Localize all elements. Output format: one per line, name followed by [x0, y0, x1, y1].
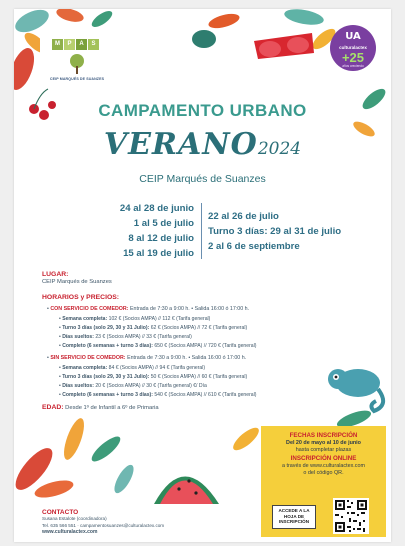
con-comedor-heading: • CON SERVICIO DE COMEDOR: Entrada de 7:30 a 9:00 h. • Salida 16:00 ó 17:00 h. — [47, 306, 250, 312]
price-item: • Turno 3 días (solo 29, 30 y 31 Julio): 50 € (Socios AMPA) // 60 € (Tarifa general) — [59, 374, 248, 380]
price-label: Semana completa: — [62, 316, 108, 322]
fechas-heading: FECHAS INSCRIPCIÓN — [289, 432, 358, 439]
price-item: • Semana completa: 84 € (Socios AMPA) // 94 € (Tarifa general) — [59, 365, 206, 371]
dates-left-list — [62, 201, 194, 261]
online-line[interactable]: a través de www.culturalactex.com — [282, 463, 365, 469]
date-item: 8 al 12 de julio — [128, 233, 194, 244]
tree-icon — [68, 53, 86, 75]
edad-label: EDAD: — [42, 404, 64, 411]
online-heading: INSCRIPCIÓN ONLINE — [290, 455, 357, 462]
sin-comedor-label: SIN SERVICIO DE COMEDOR: — [50, 355, 126, 361]
qr-code-icon[interactable] — [333, 498, 369, 534]
dates-right-list — [208, 209, 358, 254]
price-text: 23 € (Socios AMPA) // 33 € (Tarifa general) — [95, 334, 192, 340]
culturalactex-badge — [330, 25, 376, 71]
price-label: Turno 3 días (solo 29, 30 y 31 Julio): — [62, 325, 150, 331]
watermelon-leaves-illustration — [14, 409, 264, 509]
online-qr-line: o del código QR. — [303, 470, 344, 476]
price-text: 62 € (Socios AMPA) // 72 € (Tarifa general) — [150, 325, 248, 331]
logo-tile: M — [52, 39, 63, 50]
accede-inscripcion-button[interactable]: ACCEDE A LA HOJA DE INSCRIPCIÓN — [272, 505, 316, 529]
fechas-range: Del 20 de mayo al 10 de junio — [286, 440, 361, 446]
horarios-label: HORARIOS y PRECIOS: — [42, 294, 120, 301]
price-label: Días sueltos: — [62, 334, 94, 340]
price-item: • Completo (6 semanas + turno 3 días): 650 € (Socios AMPA) // 720 € (Tarifa general) — [59, 343, 257, 349]
dates-divider — [201, 203, 202, 259]
title-line-2 — [14, 127, 391, 162]
date-item: 15 al 19 de julio — [123, 248, 194, 259]
price-item: • Completo (6 semanas + turno 3 días): 540 € (Socios AMPA) // 610 € (Tarifa general) — [59, 392, 257, 398]
title-verano: VERANO — [103, 127, 258, 162]
price-text: 650 € (Socios AMPA) // 720 € (Tarifa general) — [154, 343, 257, 349]
date-item: 2 al 6 de septiembre — [208, 241, 300, 252]
badge-subtitle: años creciendo — [342, 64, 364, 68]
contact-website-link[interactable]: www.culturalactex.com — [42, 529, 98, 535]
con-comedor-detail: Entrada de 7:30 a 9:00 h. • Salida 16:00 ó 17:00 h. — [130, 306, 250, 312]
chameleon-illustration — [314, 349, 391, 429]
edad-section — [42, 404, 159, 411]
badge-mark: UA — [345, 31, 361, 42]
subtitle: CEIP Marqués de Suanzes — [139, 173, 266, 185]
contact-section — [42, 509, 164, 535]
price-item: • Días sueltos: 23 € (Socios AMPA) // 33 € (Tarifa general) — [59, 334, 192, 340]
contact-heading: CONTACTO — [42, 509, 79, 516]
date-item: 24 al 28 de junio — [119, 203, 194, 214]
logo-tile: A — [76, 39, 87, 50]
price-text: 540 € (Socios AMPA) // 610 € (Tarifa general) — [154, 392, 257, 398]
badge-name: culturalactex — [339, 45, 367, 50]
sin-comedor-detail: Entrada de 7:30 a 9:00 h. • Salida 16:00 ó 17:00 h. — [127, 355, 247, 361]
lugar-value: CEIP Marqués de Suanzes — [42, 279, 112, 285]
price-label: Turno 3 días (solo 29, 30 y 31 Julio): — [62, 374, 150, 380]
con-comedor-label: CON SERVICIO DE COMEDOR: — [50, 306, 129, 312]
lugar-section — [42, 271, 362, 278]
price-item: • Días sueltos: 20 € (Socios AMPA) // 30 € (Tarifa general) €/ Día — [59, 383, 207, 389]
title-line-1: CAMPAMENTO URBANO — [98, 101, 307, 120]
price-label: Días sueltos: — [62, 383, 94, 389]
price-text: 50 € (Socios AMPA) // 60 € (Tarifa general) — [150, 374, 248, 380]
date-item: 1 al 5 de julio — [133, 218, 194, 229]
date-item: Turno 3 días: 29 al 31 de julio — [208, 226, 342, 237]
school-logo — [40, 37, 114, 85]
sin-comedor-heading: • SIN SERVICIO DE COMEDOR: Entrada de 7:30 a 9:00 h. • Salida 16:00 ó 17:00 h. — [47, 355, 247, 361]
lugar-label: LUGAR: — [42, 271, 69, 278]
badge-number: +25 — [341, 50, 365, 65]
logo-caption: CEIP MARQUÉS DE SUANZES — [49, 77, 105, 81]
price-label: Completo (6 semanas + turno 3 días): — [62, 343, 153, 349]
title-year: 2024 — [257, 139, 302, 159]
contact-phone-email: Tel. 635 566 551 · campamentosuanzes@culturalactex.com — [42, 522, 165, 528]
price-item: • Semana completa: 102 € (Socios AMPA) // 112 € (Tarifa general) — [59, 316, 211, 322]
sunglasses-leaves-illustration — [184, 9, 344, 89]
price-item: • Turno 3 días (solo 29, 30 y 31 Julio): 62 € (Socios AMPA) // 72 € (Tarifa general) — [59, 325, 248, 331]
edad-value: Desde 1º de Infantil a 6º de Primaria — [65, 405, 159, 411]
poster — [14, 9, 391, 542]
date-item: 22 al 26 de julio — [208, 211, 279, 222]
logo-tile: P — [64, 39, 75, 50]
price-label: Completo (6 semanas + turno 3 días): — [62, 392, 153, 398]
price-label: Semana completa: — [62, 365, 108, 371]
contact-name: Susana Estalote (coordinadora) — [42, 516, 107, 521]
price-text: 84 € (Socios AMPA) // 94 € (Tarifa general) — [108, 365, 206, 371]
fechas-note: hasta completar plazas — [295, 447, 352, 453]
price-text: 102 € (Socios AMPA) // 112 € (Tarifa general) — [108, 316, 211, 322]
logo-tile: S — [88, 39, 99, 50]
price-text: 20 € (Socios AMPA) // 30 € (Tarifa general) €/ Día — [95, 383, 207, 389]
